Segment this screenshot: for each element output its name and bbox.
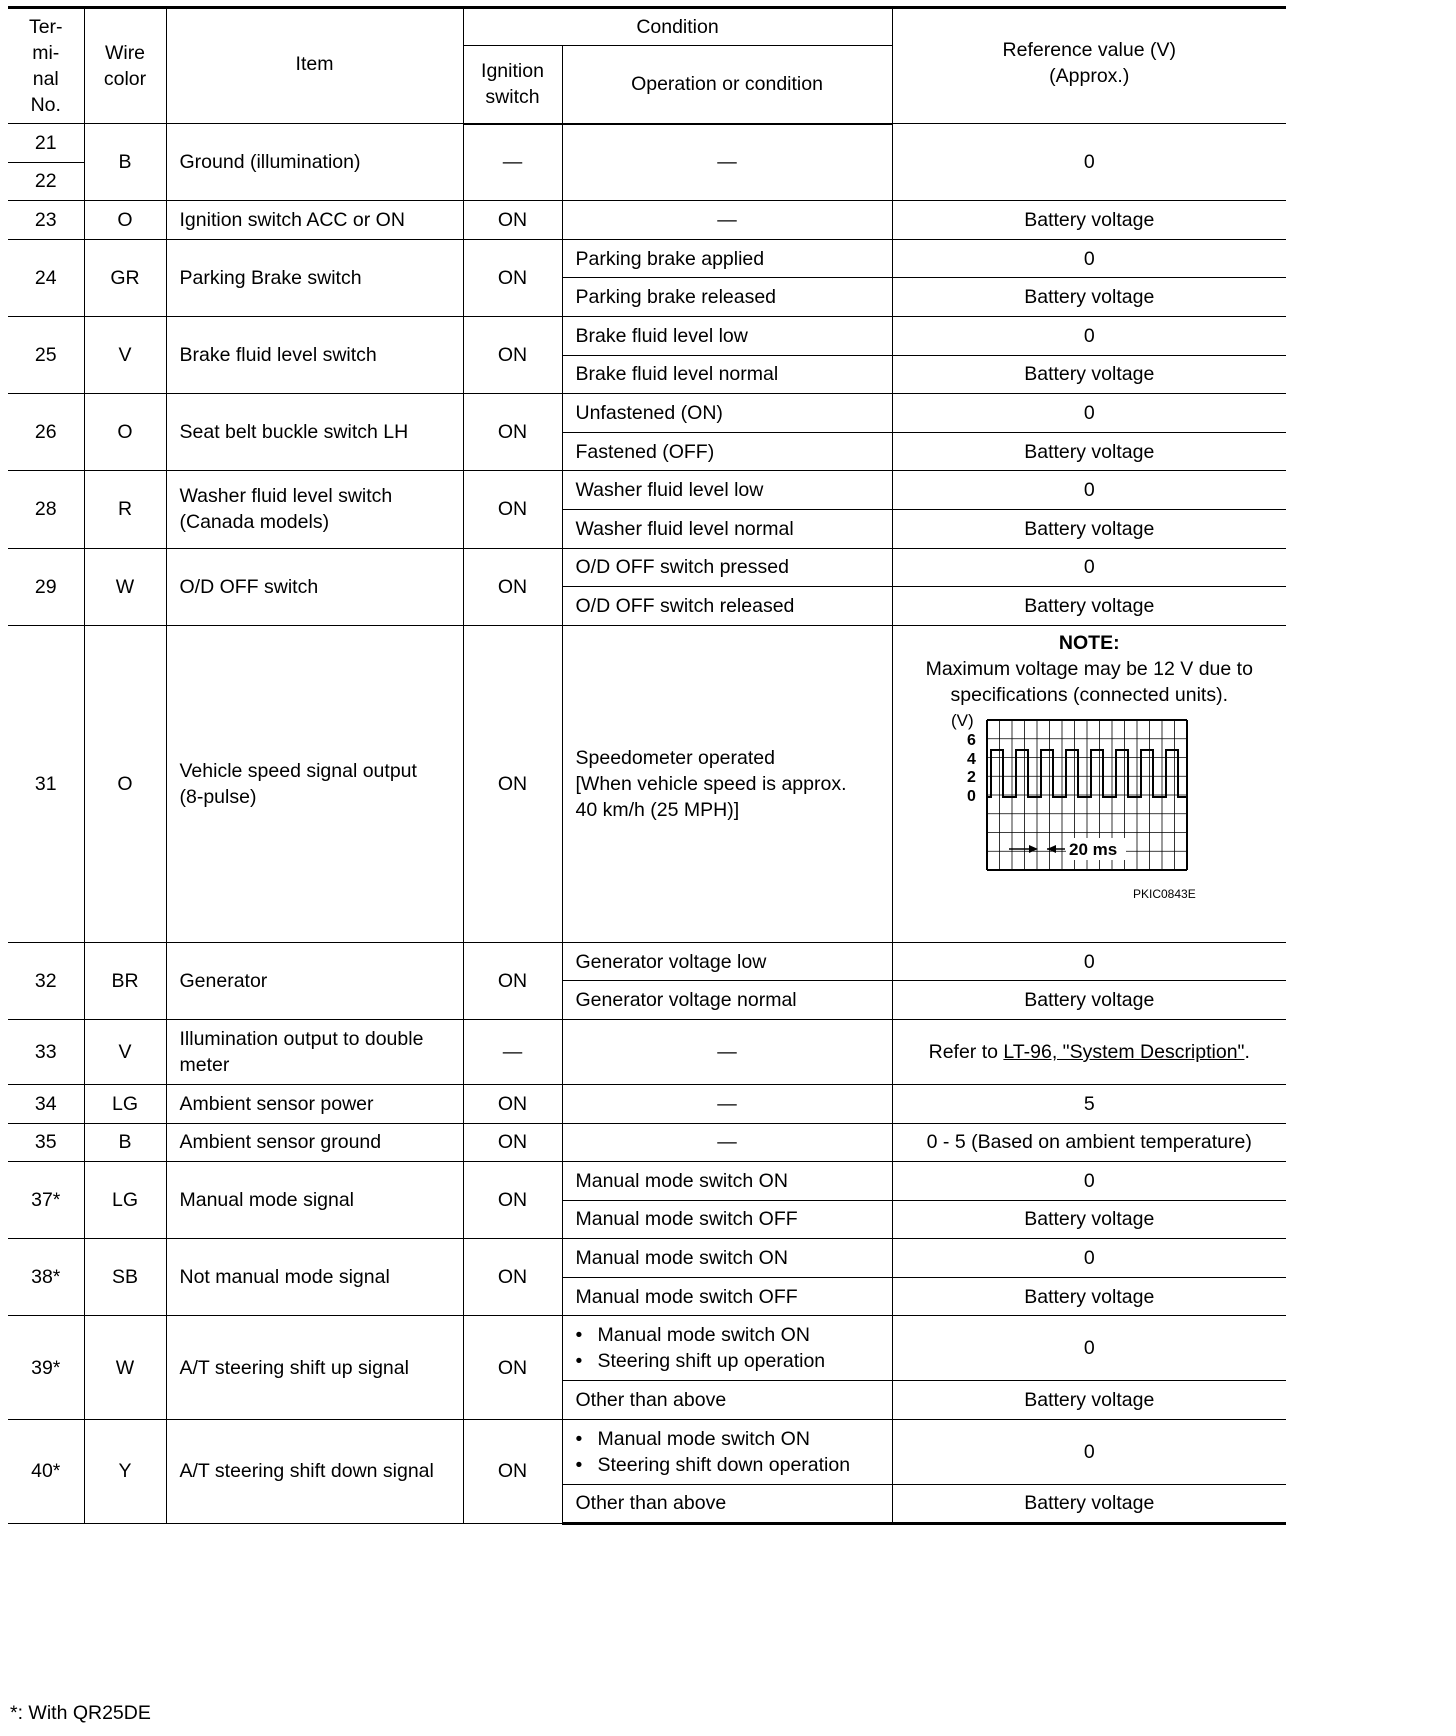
waveform-tick: 4: [966, 750, 976, 768]
waveform-tick: 0: [966, 787, 976, 805]
terminal-cell: 24: [8, 239, 84, 316]
value-cell: 5: [892, 1084, 1286, 1123]
item-cell: Manual mode signal: [166, 1162, 463, 1239]
condition-cell: —: [562, 1123, 892, 1162]
ignition-cell: ON: [463, 471, 562, 548]
wire-color-cell: Y: [84, 1420, 166, 1524]
condition-cell: —: [562, 124, 892, 201]
header-wire-color: Wire color: [84, 8, 166, 124]
table-row: [8, 201, 1286, 240]
wire-color-cell: O: [84, 625, 166, 942]
value-cell: 0: [892, 394, 1286, 433]
table-row: [8, 1239, 1286, 1278]
item-cell: A/T steering shift up signal: [166, 1316, 463, 1420]
condition-cell: O/D OFF switch pressed: [562, 548, 892, 587]
figure-code: PKIC0843E: [1132, 886, 1196, 901]
ignition-cell: ON: [463, 1162, 562, 1239]
terminal-cell: 28: [8, 471, 84, 548]
ignition-cell: ON: [463, 1239, 562, 1316]
wire-color-cell: V: [84, 1019, 166, 1084]
value-cell: Battery voltage: [892, 1381, 1286, 1420]
value-cell: 0: [892, 1162, 1286, 1201]
terminal-reference-table: [8, 6, 1286, 1525]
item-cell: Vehicle speed signal output (8-pulse): [166, 625, 463, 942]
ignition-cell: ON: [463, 942, 562, 1019]
condition-cell: Brake fluid level low: [562, 316, 892, 355]
condition-cell: Other than above: [562, 1485, 892, 1524]
item-cell: Ground (illumination): [166, 124, 463, 201]
table-row: [8, 1123, 1286, 1162]
waveform-note-cell: [892, 625, 1286, 942]
condition-cell: Manual mode switch ON: [562, 1162, 892, 1201]
header-reference-value: Reference value (V) (Approx.): [892, 8, 1286, 124]
bullet-item: • Manual mode switch ON: [576, 1322, 888, 1348]
header-condition: Condition: [463, 8, 892, 46]
value-cell: 0: [892, 1239, 1286, 1278]
condition-cell: O/D OFF switch released: [562, 587, 892, 626]
ignition-cell: ON: [463, 548, 562, 625]
condition-cell: —: [562, 1084, 892, 1123]
ignition-cell: ON: [463, 201, 562, 240]
value-cell: Battery voltage: [892, 1277, 1286, 1316]
bullet-item: • Steering shift down operation: [576, 1452, 888, 1478]
value-cell: 0: [892, 124, 1286, 201]
terminal-cell: 31: [8, 625, 84, 942]
value-cell: Battery voltage: [892, 587, 1286, 626]
bullet-item: • Manual mode switch ON: [576, 1426, 888, 1452]
wire-color-cell: BR: [84, 942, 166, 1019]
condition-cell: Manual mode switch ON: [562, 1239, 892, 1278]
ignition-cell: ON: [463, 1420, 562, 1524]
terminal-cell: 23: [8, 201, 84, 240]
terminal-cell: 26: [8, 394, 84, 471]
condition-cell: Parking brake released: [562, 278, 892, 317]
item-cell: Not manual mode signal: [166, 1239, 463, 1316]
condition-cell: Fastened (OFF): [562, 432, 892, 471]
bullet-item: • Steering shift up operation: [576, 1348, 888, 1374]
condition-cell: Speedometer operated [When vehicle speed is approx. 40 km/h (25 MPH)]: [562, 625, 892, 942]
terminal-cell: 25: [8, 316, 84, 393]
condition-cell: [562, 1420, 892, 1485]
table-row: [8, 1019, 1286, 1084]
table-row: [8, 942, 1286, 981]
value-cell: [892, 1019, 1286, 1084]
note-text: Maximum voltage may be 12 V due to specifications (connected units).: [925, 657, 1253, 706]
condition-cell: Parking brake applied: [562, 239, 892, 278]
value-cell: Battery voltage: [892, 1485, 1286, 1524]
item-cell: Parking Brake switch: [166, 239, 463, 316]
value-suffix: .: [1244, 1040, 1250, 1063]
table-row: [8, 471, 1286, 510]
waveform-tick: 2: [966, 768, 976, 786]
condition-cell: Manual mode switch OFF: [562, 1277, 892, 1316]
table-row: [8, 1420, 1286, 1485]
wire-color-cell: V: [84, 316, 166, 393]
wire-color-cell: GR: [84, 239, 166, 316]
item-cell: Generator: [166, 942, 463, 1019]
wire-color-cell: W: [84, 1316, 166, 1420]
ignition-cell: ON: [463, 625, 562, 942]
ignition-cell: ON: [463, 1123, 562, 1162]
condition-cell: —: [562, 1019, 892, 1084]
condition-cell: Washer fluid level low: [562, 471, 892, 510]
condition-cell: [562, 1316, 892, 1381]
table-row: [8, 1162, 1286, 1201]
wire-color-cell: LG: [84, 1162, 166, 1239]
condition-cell: Washer fluid level normal: [562, 509, 892, 548]
value-cell: 0: [892, 942, 1286, 981]
terminal-cell: 32: [8, 942, 84, 1019]
wire-color-cell: O: [84, 201, 166, 240]
item-cell: Ignition switch ACC or ON: [166, 201, 463, 240]
value-cell: Battery voltage: [892, 201, 1286, 240]
table-row: [8, 1316, 1286, 1381]
wire-color-cell: W: [84, 548, 166, 625]
ignition-cell: ON: [463, 394, 562, 471]
terminal-cell: 40*: [8, 1420, 84, 1524]
value-cell: Battery voltage: [892, 432, 1286, 471]
table-row: [8, 394, 1286, 433]
condition-cell: Brake fluid level normal: [562, 355, 892, 394]
item-cell: Brake fluid level switch: [166, 316, 463, 393]
terminal-cell: 37*: [8, 1162, 84, 1239]
header-row: [8, 8, 1286, 46]
value-prefix: Refer to: [928, 1040, 1004, 1063]
value-cell: Battery voltage: [892, 355, 1286, 394]
wire-color-cell: O: [84, 394, 166, 471]
note-title: NOTE:: [1058, 631, 1120, 654]
condition-cell: Generator voltage low: [562, 942, 892, 981]
system-description-link[interactable]: LT-96, "System Description": [1003, 1040, 1245, 1063]
terminal-cell: 35: [8, 1123, 84, 1162]
value-cell: 0: [892, 471, 1286, 510]
terminal-cell: 22: [8, 162, 84, 201]
header-item: Item: [166, 8, 463, 124]
header-terminal-no: Ter- mi- nal No.: [8, 8, 84, 124]
wire-color-cell: B: [84, 1123, 166, 1162]
terminal-cell: 29: [8, 548, 84, 625]
table-row: [8, 124, 1286, 163]
footnote: *: With QR25DE: [10, 1702, 151, 1724]
ignition-cell: —: [463, 124, 562, 201]
value-cell: 0 - 5 (Based on ambient temperature): [892, 1123, 1286, 1162]
time-label: 20 ms: [1068, 839, 1117, 859]
value-cell: 0: [892, 1420, 1286, 1485]
wire-color-cell: B: [84, 124, 166, 201]
wire-color-cell: SB: [84, 1239, 166, 1316]
value-cell: Battery voltage: [892, 1200, 1286, 1239]
terminal-cell: 38*: [8, 1239, 84, 1316]
terminal-cell: 39*: [8, 1316, 84, 1420]
value-cell: Battery voltage: [892, 981, 1286, 1020]
table-row: [8, 1084, 1286, 1123]
item-cell: Seat belt buckle switch LH: [166, 394, 463, 471]
item-cell: O/D OFF switch: [166, 548, 463, 625]
wire-color-cell: LG: [84, 1084, 166, 1123]
ignition-cell: ON: [463, 1084, 562, 1123]
table-row: [8, 548, 1286, 587]
wire-color-cell: R: [84, 471, 166, 548]
ignition-cell: —: [463, 1019, 562, 1084]
item-cell: Illumination output to double meter: [166, 1019, 463, 1084]
terminal-cell: 21: [8, 124, 84, 163]
condition-cell: —: [562, 201, 892, 240]
table-row: [8, 239, 1286, 278]
table-row: [8, 316, 1286, 355]
header-ignition-switch: Ignition switch: [463, 46, 562, 124]
value-cell: 0: [892, 239, 1286, 278]
value-cell: Battery voltage: [892, 509, 1286, 548]
ignition-cell: ON: [463, 239, 562, 316]
value-cell: 0: [892, 548, 1286, 587]
item-cell: Washer fluid level switch (Canada models): [166, 471, 463, 548]
time-arrowhead-right: [1047, 845, 1056, 853]
value-cell: Battery voltage: [892, 278, 1286, 317]
waveform-unit: (V): [950, 710, 974, 730]
terminal-cell: 34: [8, 1084, 84, 1123]
value-cell: 0: [892, 1316, 1286, 1381]
ignition-cell: ON: [463, 1316, 562, 1420]
item-cell: A/T steering shift down signal: [166, 1420, 463, 1524]
ignition-cell: ON: [463, 316, 562, 393]
item-cell: Ambient sensor ground: [166, 1123, 463, 1162]
item-cell: Ambient sensor power: [166, 1084, 463, 1123]
condition-cell: Unfastened (ON): [562, 394, 892, 433]
table-row: [8, 625, 1286, 942]
condition-cell: Generator voltage normal: [562, 981, 892, 1020]
oscilloscope-waveform: [897, 710, 1217, 910]
terminal-cell: 33: [8, 1019, 84, 1084]
header-operation-condition: Operation or condition: [562, 46, 892, 124]
condition-cell: Manual mode switch OFF: [562, 1200, 892, 1239]
waveform-tick: 6: [966, 731, 976, 749]
condition-cell: Other than above: [562, 1381, 892, 1420]
value-cell: 0: [892, 316, 1286, 355]
